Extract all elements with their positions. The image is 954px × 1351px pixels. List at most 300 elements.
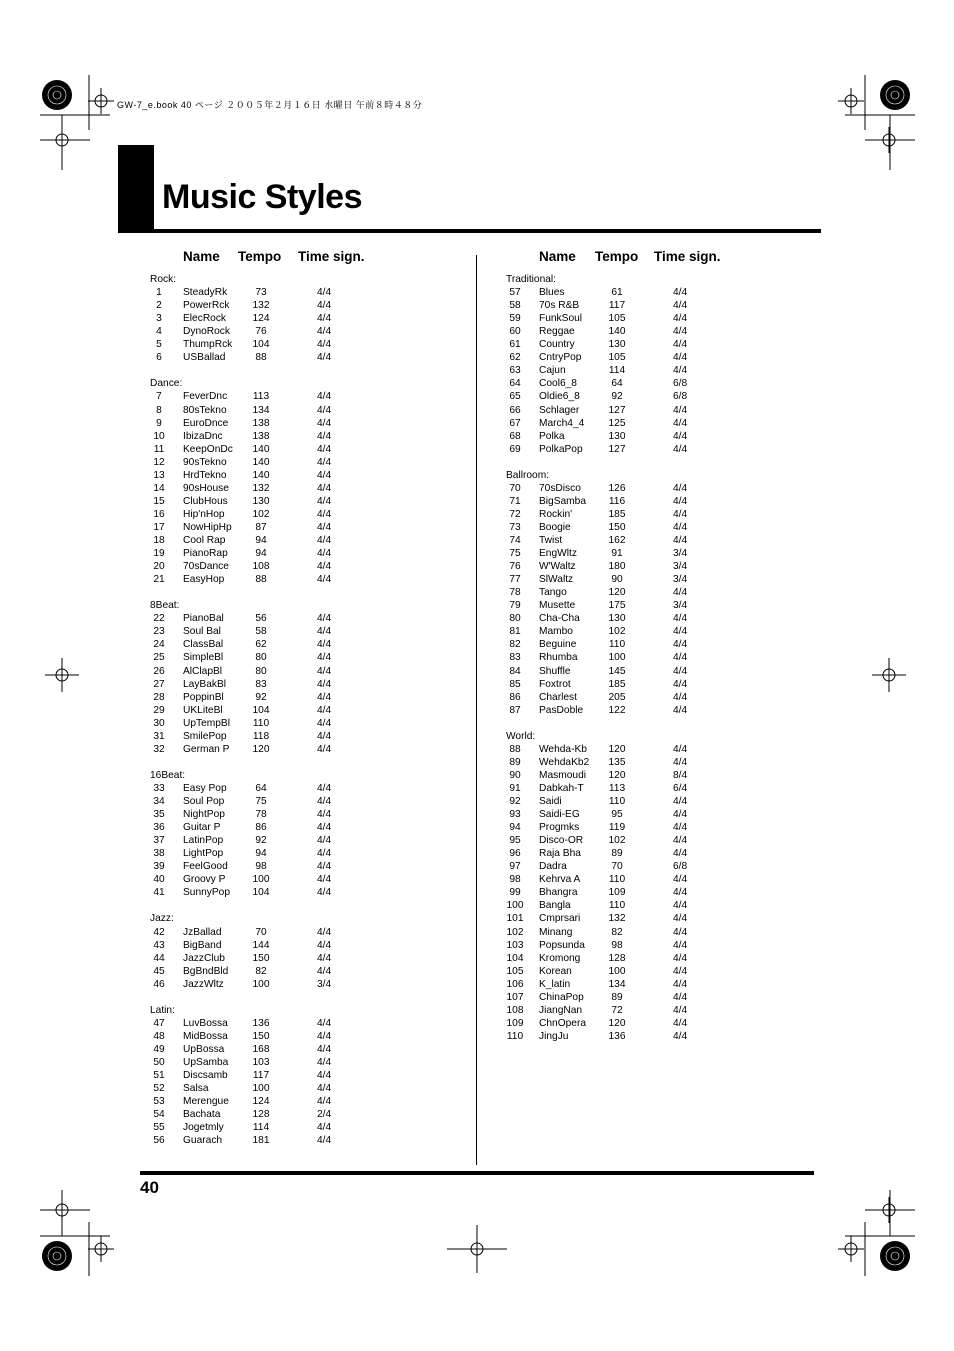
- style-time-signature: 4/4: [317, 809, 332, 821]
- style-name: Raja Bha: [539, 848, 581, 860]
- style-tempo: 136: [608, 1030, 626, 1042]
- group-label: 16Beat:: [150, 769, 186, 781]
- style-name: Tango: [539, 587, 567, 599]
- style-time-signature: 4/4: [317, 456, 332, 468]
- style-time-signature: 4/4: [317, 1017, 332, 1029]
- table-row: [0, 418, 954, 431]
- header-name: Name: [539, 249, 576, 264]
- style-number: 14: [153, 482, 165, 494]
- style-number: 80: [509, 613, 521, 625]
- style-time-signature: 4/4: [673, 691, 688, 703]
- style-name: PoppinBl: [183, 691, 224, 703]
- style-name: Twist: [539, 535, 563, 546]
- style-time-signature: 4/4: [673, 926, 688, 938]
- style-tempo: 92: [255, 835, 267, 847]
- style-number: 99: [509, 887, 521, 899]
- style-time-signature: 4/4: [317, 443, 332, 455]
- style-tempo: 89: [611, 991, 623, 1003]
- table-row: [0, 378, 954, 391]
- style-name: Bangla: [539, 900, 571, 912]
- style-tempo: 76: [255, 326, 267, 338]
- style-number: 27: [153, 678, 165, 690]
- style-time-signature: 4/4: [673, 352, 688, 364]
- style-name: Reggae: [539, 326, 575, 338]
- style-number: 9: [156, 417, 162, 429]
- style-number: 102: [506, 926, 524, 938]
- style-time-signature: 4/4: [317, 730, 332, 742]
- style-name: NowHipHp: [183, 521, 232, 533]
- style-name: ElecRock: [183, 313, 227, 325]
- style-tempo: 140: [252, 469, 270, 481]
- style-tempo: 130: [608, 613, 626, 625]
- style-tempo: 128: [252, 1109, 270, 1121]
- table-row: [0, 652, 954, 665]
- style-tempo: 120: [608, 743, 626, 755]
- style-name: Saidi-EG: [539, 809, 580, 821]
- style-tempo: 168: [252, 1043, 270, 1055]
- style-number: 71: [509, 495, 521, 507]
- style-time-signature: 4/4: [317, 482, 332, 494]
- style-time-signature: 4/4: [317, 717, 332, 729]
- style-tempo: 100: [608, 652, 626, 664]
- style-time-signature: 4/4: [317, 665, 332, 677]
- style-name: JzBallad: [183, 926, 222, 938]
- style-name: Cajun: [539, 365, 566, 377]
- style-number: 92: [509, 796, 521, 807]
- style-time-signature: 4/4: [317, 874, 332, 886]
- style-number: 110: [506, 1030, 524, 1042]
- style-name: Rhumba: [539, 652, 578, 664]
- style-number: 38: [153, 848, 165, 860]
- style-name: 90sHouse: [183, 482, 229, 494]
- style-name: AlClapBl: [183, 665, 223, 677]
- style-tempo: 118: [252, 730, 270, 742]
- style-number: 63: [509, 365, 521, 377]
- style-number: 48: [153, 1030, 165, 1042]
- table-row: [0, 626, 954, 639]
- style-time-signature: 4/4: [673, 1017, 688, 1029]
- style-time-signature: 3/4: [673, 561, 688, 573]
- style-name: Foxtrot: [539, 678, 571, 690]
- style-tempo: 80: [255, 665, 267, 677]
- style-tempo: 140: [252, 443, 270, 455]
- style-number: 83: [509, 652, 521, 664]
- style-number: 88: [509, 743, 521, 755]
- table-row: [0, 927, 954, 940]
- style-number: 78: [509, 587, 521, 599]
- style-name: Boogie: [539, 521, 571, 533]
- style-time-signature: 4/4: [673, 365, 688, 377]
- style-tempo: 132: [252, 300, 270, 312]
- style-name: Kromong: [539, 952, 581, 964]
- style-tempo: 78: [255, 809, 267, 821]
- style-time-signature: 4/4: [673, 404, 688, 416]
- style-tempo: 110: [608, 639, 626, 651]
- style-tempo: 150: [608, 521, 626, 533]
- style-name: Cool6_8: [539, 378, 577, 390]
- style-tempo: 124: [252, 1096, 270, 1108]
- style-time-signature: 4/4: [317, 796, 332, 807]
- style-time-signature: 4/4: [317, 495, 332, 507]
- style-number: 94: [509, 822, 521, 834]
- style-name: JazzClub: [183, 952, 225, 964]
- style-name: NightPop: [183, 809, 225, 821]
- style-time-signature: 2/4: [317, 1109, 332, 1121]
- style-name: Country: [539, 339, 575, 351]
- style-name: PasDoble: [539, 704, 584, 716]
- style-number: 35: [153, 809, 165, 821]
- style-name: Soul Pop: [183, 796, 225, 807]
- table-row: [0, 992, 954, 1005]
- style-tempo: 56: [255, 613, 267, 625]
- style-name: ChinaPop: [539, 991, 584, 1003]
- style-name: Hip'nHop: [183, 508, 225, 520]
- table-row: [0, 679, 954, 692]
- style-number: 12: [153, 456, 165, 468]
- style-time-signature: 4/4: [673, 900, 688, 912]
- style-number: 82: [509, 639, 521, 651]
- style-name: Cool Rap: [183, 535, 226, 546]
- style-tempo: 100: [252, 1083, 270, 1095]
- style-number: 109: [506, 1017, 524, 1029]
- style-name: HrdTekno: [183, 469, 227, 481]
- style-time-signature: 4/4: [317, 613, 332, 625]
- table-row: [0, 887, 954, 900]
- style-time-signature: 4/4: [317, 508, 332, 520]
- style-number: 41: [153, 887, 165, 899]
- table-row: [0, 613, 954, 626]
- style-number: 23: [153, 626, 165, 638]
- table-row: [0, 496, 954, 509]
- style-name: UpSamba: [183, 1057, 229, 1068]
- page-title: Music Styles: [162, 178, 362, 216]
- style-number: 51: [153, 1070, 165, 1082]
- style-name: BgBndBld: [183, 965, 229, 977]
- style-tempo: 127: [608, 443, 626, 455]
- group-label: World:: [506, 730, 536, 742]
- style-time-signature: 4/4: [317, 965, 332, 977]
- group-label: Jazz:: [150, 913, 174, 925]
- table-row: [0, 966, 954, 979]
- style-number: 47: [153, 1017, 165, 1029]
- style-number: 79: [509, 600, 521, 612]
- style-tempo: 83: [255, 678, 267, 690]
- style-number: 42: [153, 926, 165, 938]
- style-number: 100: [506, 900, 524, 912]
- table-row: [0, 339, 954, 352]
- style-tempo: 138: [252, 430, 270, 442]
- style-time-signature: 4/4: [317, 561, 332, 573]
- style-name: Dadra: [539, 861, 567, 873]
- style-number: 55: [153, 1122, 165, 1134]
- table-row: [0, 431, 954, 444]
- table-row: [0, 692, 954, 705]
- style-name: ClassBal: [183, 639, 224, 651]
- style-tempo: 100: [252, 874, 270, 886]
- style-name: FeverDnc: [183, 391, 228, 403]
- group-label: Ballroom:: [506, 469, 550, 481]
- style-time-signature: 4/4: [317, 417, 332, 429]
- table-row: [0, 848, 954, 861]
- style-number: 3: [156, 313, 162, 325]
- style-name: Saidi: [539, 796, 562, 807]
- style-number: 28: [153, 691, 165, 703]
- style-number: 16: [153, 508, 165, 520]
- style-tempo: 130: [608, 339, 626, 351]
- style-name: 70s R&B: [539, 300, 580, 312]
- style-time-signature: 4/4: [317, 835, 332, 847]
- style-name: SunnyPop: [183, 887, 231, 899]
- style-name: PianoBal: [183, 613, 224, 625]
- style-tempo: 125: [608, 417, 626, 429]
- table-row: [0, 796, 954, 809]
- style-tempo: 134: [252, 404, 270, 416]
- style-time-signature: 4/4: [317, 535, 332, 546]
- style-number: 76: [509, 561, 521, 573]
- style-number: 1: [156, 287, 162, 299]
- style-number: 45: [153, 965, 165, 977]
- style-number: 25: [153, 652, 165, 664]
- style-number: 29: [153, 704, 165, 716]
- style-name: Musette: [539, 600, 576, 612]
- footer-rule: [140, 1171, 814, 1175]
- style-time-signature: 4/4: [317, 652, 332, 664]
- style-number: 70: [509, 482, 521, 494]
- style-number: 74: [509, 535, 521, 546]
- style-name: PolkaPop: [539, 443, 583, 455]
- style-name: Discsamb: [183, 1070, 228, 1082]
- style-tempo: 104: [252, 704, 270, 716]
- style-name: ClubHous: [183, 495, 228, 507]
- style-time-signature: 4/4: [317, 887, 332, 899]
- style-time-signature: 4/4: [673, 913, 688, 925]
- style-time-signature: 4/4: [317, 1122, 332, 1134]
- style-number: 73: [509, 521, 521, 533]
- style-name: IbizaDnc: [183, 430, 223, 442]
- style-number: 66: [509, 404, 521, 416]
- header-time-sign: Time sign.: [654, 249, 721, 264]
- style-tempo: 120: [252, 743, 270, 755]
- group-label: Rock:: [150, 274, 177, 285]
- style-tempo: 104: [252, 339, 270, 351]
- style-tempo: 144: [252, 939, 270, 951]
- style-number: 104: [506, 952, 524, 964]
- style-name: Easy Pop: [183, 782, 227, 794]
- style-number: 49: [153, 1043, 165, 1055]
- style-tempo: 105: [608, 352, 626, 364]
- style-time-signature: 4/4: [673, 665, 688, 677]
- style-number: 44: [153, 952, 165, 964]
- style-tempo: 180: [608, 561, 626, 573]
- style-name: CntryPop: [539, 352, 582, 364]
- header-name: Name: [183, 249, 220, 264]
- style-name: EuroDnce: [183, 417, 229, 429]
- group-label: Latin:: [150, 1004, 175, 1016]
- style-name: LayBakBl: [183, 678, 227, 690]
- style-tempo: 88: [255, 352, 267, 364]
- style-time-signature: 4/4: [317, 1057, 332, 1068]
- style-number: 60: [509, 326, 521, 338]
- style-name: Minang: [539, 926, 573, 938]
- style-name: Polka: [539, 430, 565, 442]
- style-name: LuvBossa: [183, 1017, 228, 1029]
- style-name: SlWaltz: [539, 574, 574, 586]
- style-time-signature: 4/4: [317, 339, 332, 351]
- style-tempo: 119: [608, 822, 626, 834]
- style-time-signature: 3/4: [673, 600, 688, 612]
- style-name: SteadyRk: [183, 287, 228, 299]
- style-tempo: 87: [255, 521, 267, 533]
- style-time-signature: 6/8: [673, 861, 688, 873]
- style-name: W'Waltz: [539, 561, 576, 573]
- group-label: Dance:: [150, 378, 183, 390]
- table-row: [0, 835, 954, 848]
- style-time-signature: 4/4: [673, 743, 688, 755]
- style-name: Progmks: [539, 822, 580, 834]
- style-tempo: 113: [608, 782, 626, 794]
- table-row: [0, 444, 954, 457]
- style-tempo: 109: [608, 887, 626, 899]
- style-time-signature: 4/4: [317, 313, 332, 325]
- style-name: Guarach: [183, 1135, 223, 1147]
- style-tempo: 120: [608, 1017, 626, 1029]
- style-time-signature: 4/4: [673, 1004, 688, 1016]
- style-number: 68: [509, 430, 521, 442]
- table-row: [0, 874, 954, 887]
- style-name: FeelGood: [183, 861, 228, 873]
- table-row: [0, 705, 954, 718]
- table-row: [0, 809, 954, 822]
- style-number: 103: [506, 939, 524, 951]
- style-name: MidBossa: [183, 1030, 228, 1042]
- style-number: 86: [509, 691, 521, 703]
- table-row: [0, 287, 954, 300]
- style-time-signature: 4/4: [673, 939, 688, 951]
- group-label: Traditional:: [506, 274, 557, 285]
- print-header-note: GW-7_e.book 40 ページ ２００５年２月１６日 水曜日 午前８時４８分: [117, 100, 423, 110]
- style-number: 43: [153, 939, 165, 951]
- style-number: 98: [509, 874, 521, 886]
- style-tempo: 114: [608, 365, 626, 377]
- style-tempo: 132: [608, 913, 626, 925]
- table-row: [0, 548, 954, 561]
- style-tempo: 114: [252, 1122, 270, 1134]
- style-tempo: 62: [255, 639, 267, 651]
- style-number: 24: [153, 639, 165, 651]
- style-tempo: 128: [608, 952, 626, 964]
- style-tempo: 130: [608, 430, 626, 442]
- style-tempo: 150: [252, 952, 270, 964]
- table-row: [0, 405, 954, 418]
- style-tempo: 108: [252, 561, 270, 573]
- table-row: [0, 744, 954, 757]
- style-tempo: 102: [608, 835, 626, 847]
- style-tempo: 64: [255, 782, 267, 794]
- style-tempo: 92: [611, 391, 623, 403]
- style-tempo: 175: [608, 600, 626, 612]
- style-name: WehdaKb2: [539, 756, 590, 768]
- style-time-signature: 4/4: [317, 678, 332, 690]
- style-time-signature: 4/4: [673, 587, 688, 599]
- style-number: 33: [153, 782, 165, 794]
- table-row: [0, 365, 954, 378]
- style-tempo: 73: [255, 287, 267, 299]
- style-name: UpTempBl: [183, 717, 230, 729]
- style-name: 70sDisco: [539, 482, 581, 494]
- style-number: 89: [509, 756, 521, 768]
- style-time-signature: 3/4: [673, 548, 688, 560]
- style-tempo: 110: [608, 900, 626, 912]
- table-row: [0, 783, 954, 796]
- table-row: [0, 822, 954, 835]
- style-tempo: 70: [255, 926, 267, 938]
- style-number: 50: [153, 1057, 165, 1068]
- style-tempo: 98: [611, 939, 623, 951]
- style-time-signature: 4/4: [317, 287, 332, 299]
- style-time-signature: 4/4: [317, 1083, 332, 1095]
- style-name: Groovy P: [183, 874, 226, 886]
- style-time-signature: 4/4: [673, 991, 688, 1003]
- style-number: 36: [153, 822, 165, 834]
- style-tempo: 181: [252, 1135, 270, 1147]
- style-time-signature: 4/4: [673, 809, 688, 821]
- style-tempo: 102: [608, 626, 626, 638]
- style-tempo: 138: [252, 417, 270, 429]
- style-number: 96: [509, 848, 521, 860]
- style-number: 6: [156, 352, 162, 364]
- style-time-signature: 4/4: [673, 535, 688, 546]
- table-row: [0, 639, 954, 652]
- style-number: 107: [506, 991, 524, 1003]
- style-name: Popsunda: [539, 939, 585, 951]
- style-tempo: 75: [255, 796, 267, 807]
- style-time-signature: 8/4: [673, 769, 688, 781]
- style-name: Cmprsari: [539, 913, 581, 925]
- style-name: Beguine: [539, 639, 577, 651]
- style-number: 39: [153, 861, 165, 873]
- style-number: 20: [153, 561, 165, 573]
- style-number: 22: [153, 613, 165, 625]
- style-number: 32: [153, 743, 165, 755]
- style-time-signature: 6/4: [673, 782, 688, 794]
- style-number: 46: [153, 978, 165, 990]
- table-row: [0, 861, 954, 874]
- style-name: PianoRap: [183, 548, 228, 560]
- style-tempo: 89: [611, 848, 623, 860]
- style-tempo: 91: [611, 548, 623, 560]
- style-number: 18: [153, 535, 165, 546]
- style-time-signature: 4/4: [317, 574, 332, 586]
- style-time-signature: 4/4: [673, 822, 688, 834]
- style-number: 53: [153, 1096, 165, 1108]
- style-tempo: 94: [255, 548, 267, 560]
- style-time-signature: 4/4: [673, 417, 688, 429]
- style-tempo: 95: [611, 809, 623, 821]
- style-number: 5: [156, 339, 162, 351]
- style-time-signature: 4/4: [317, 782, 332, 794]
- header-time-sign: Time sign.: [298, 249, 365, 264]
- style-name: Charlest: [539, 691, 577, 703]
- table-row: [0, 561, 954, 574]
- style-tempo: 100: [608, 965, 626, 977]
- table-row: [0, 1031, 954, 1044]
- style-time-signature: 4/4: [317, 704, 332, 716]
- style-number: 17: [153, 521, 165, 533]
- style-number: 57: [509, 287, 521, 299]
- style-tempo: 102: [252, 508, 270, 520]
- style-tempo: 136: [252, 1017, 270, 1029]
- style-number: 8: [156, 404, 162, 416]
